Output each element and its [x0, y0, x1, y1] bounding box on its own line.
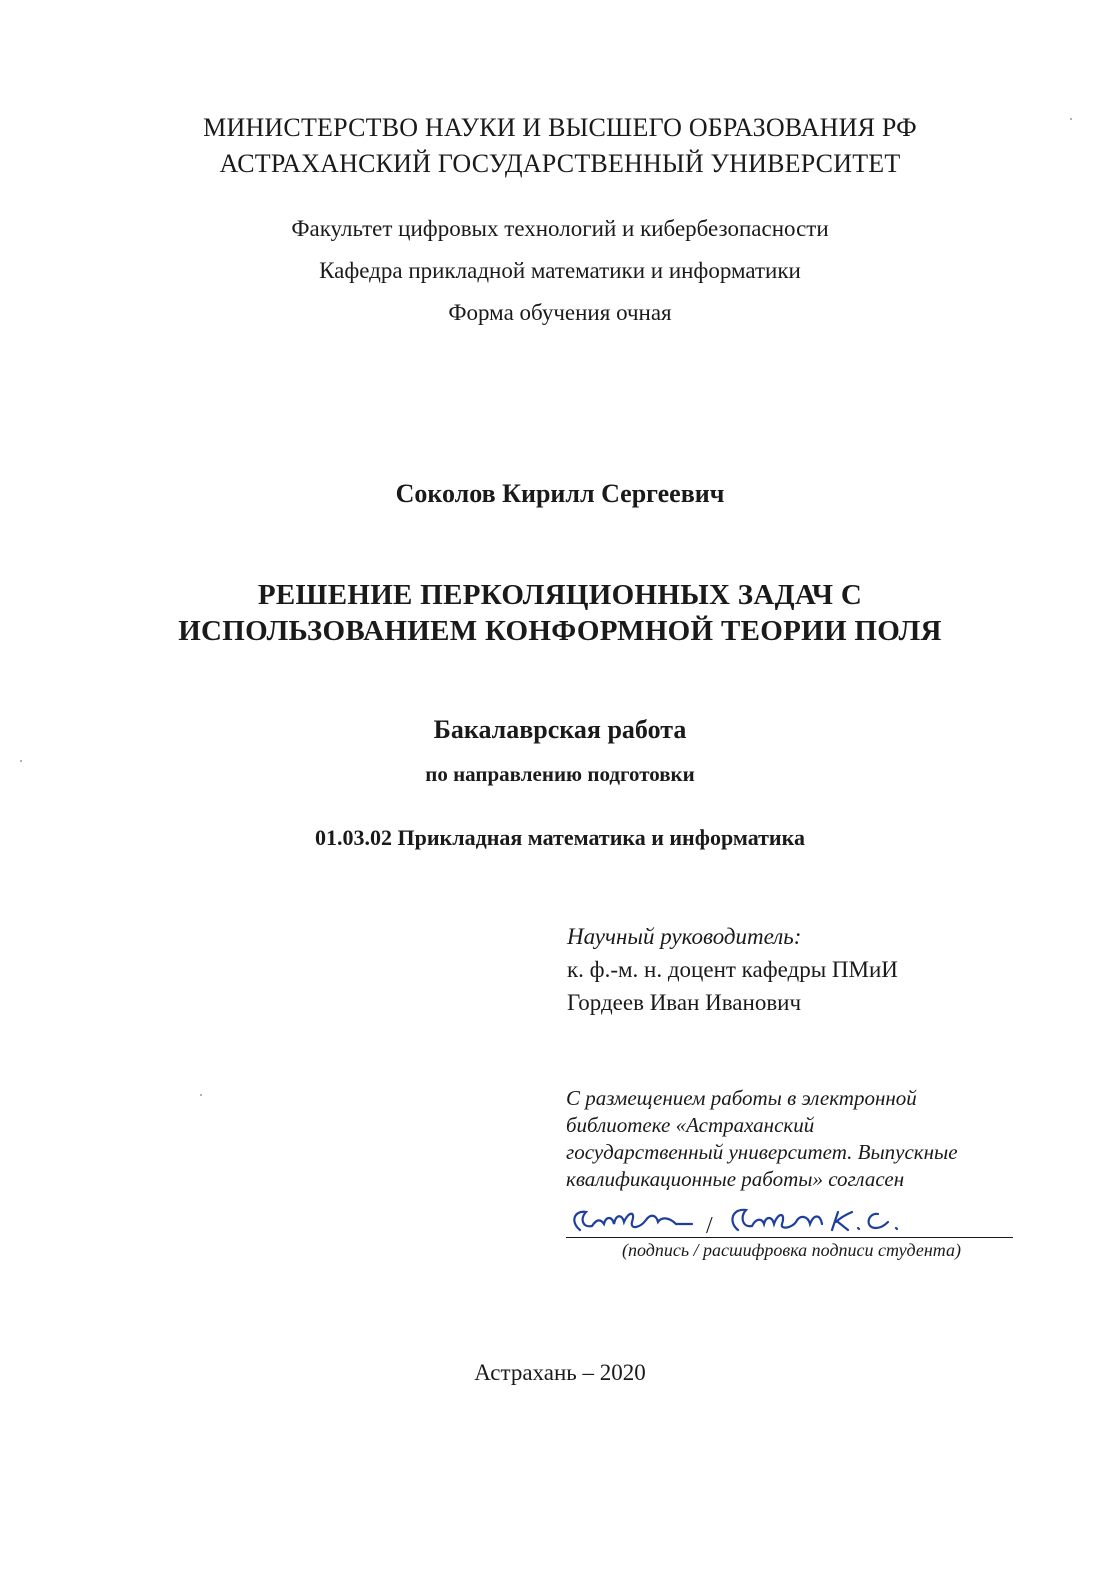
thesis-title-line-1: РЕШЕНИЕ ПЕРКОЛЯЦИОННЫХ ЗАДАЧ С — [257, 579, 863, 611]
header-block — [0, 110, 1120, 182]
faculty-name: Факультет цифровых технологий и кибербезопасности — [291, 216, 829, 241]
consent-line-3: государственный университет. Выпускные — [566, 1140, 958, 1164]
thesis-title-line-2: ИСПОЛЬЗОВАНИЕМ КОНФОРМНОЙ ТЕОРИИ ПОЛЯ — [178, 615, 942, 647]
department-name: Кафедра прикладной математики и информатики — [319, 258, 801, 283]
signature-slash: / — [706, 1213, 713, 1239]
author-name: Соколов Кирилл Сергеевич — [395, 479, 725, 508]
scan-speck — [200, 1094, 202, 1096]
scan-speck — [20, 760, 22, 762]
signature-caption: (подпись / расшифровка подписи студента) — [622, 1240, 961, 1260]
consent-line-4: квалификационные работы» согласен — [566, 1167, 905, 1191]
advisor-block — [567, 920, 898, 1019]
ministry-name: МИНИСТЕРСТВО НАУКИ И ВЫСШЕГО ОБРАЗОВАНИЯ РФ — [203, 113, 917, 142]
faculty-block — [0, 208, 1120, 334]
student-signature — [566, 1200, 1016, 1240]
advisor-label: Научный руководитель: — [567, 924, 802, 949]
signature-line — [566, 1237, 1013, 1238]
consent-block — [566, 1085, 1036, 1193]
work-direction: по направлению подготовки — [425, 762, 695, 786]
university-name: АСТРАХАНСКИЙ ГОСУДАРСТВЕННЫЙ УНИВЕРСИТЕТ — [219, 149, 901, 178]
consent-line-2: библиотеке «Астраханский — [566, 1113, 815, 1137]
study-form: Форма обучения очная — [448, 300, 672, 325]
advisor-position: к. ф.-м. н. доцент кафедры ПМиИ — [567, 957, 898, 982]
signature-scribble — [574, 1212, 692, 1230]
thesis-title — [0, 577, 1120, 649]
work-specialty: 01.03.02 Прикладная математика и информатика — [315, 825, 805, 850]
advisor-name: Гордеев Иван Иванович — [567, 990, 802, 1015]
decoding-scribble — [732, 1210, 897, 1230]
scan-speck — [1070, 118, 1072, 120]
work-type: Бакалаврская работа — [433, 715, 687, 744]
consent-line-1: С размещением работы в электронной — [566, 1086, 917, 1110]
city-year: Астрахань – 2020 — [474, 1360, 646, 1385]
